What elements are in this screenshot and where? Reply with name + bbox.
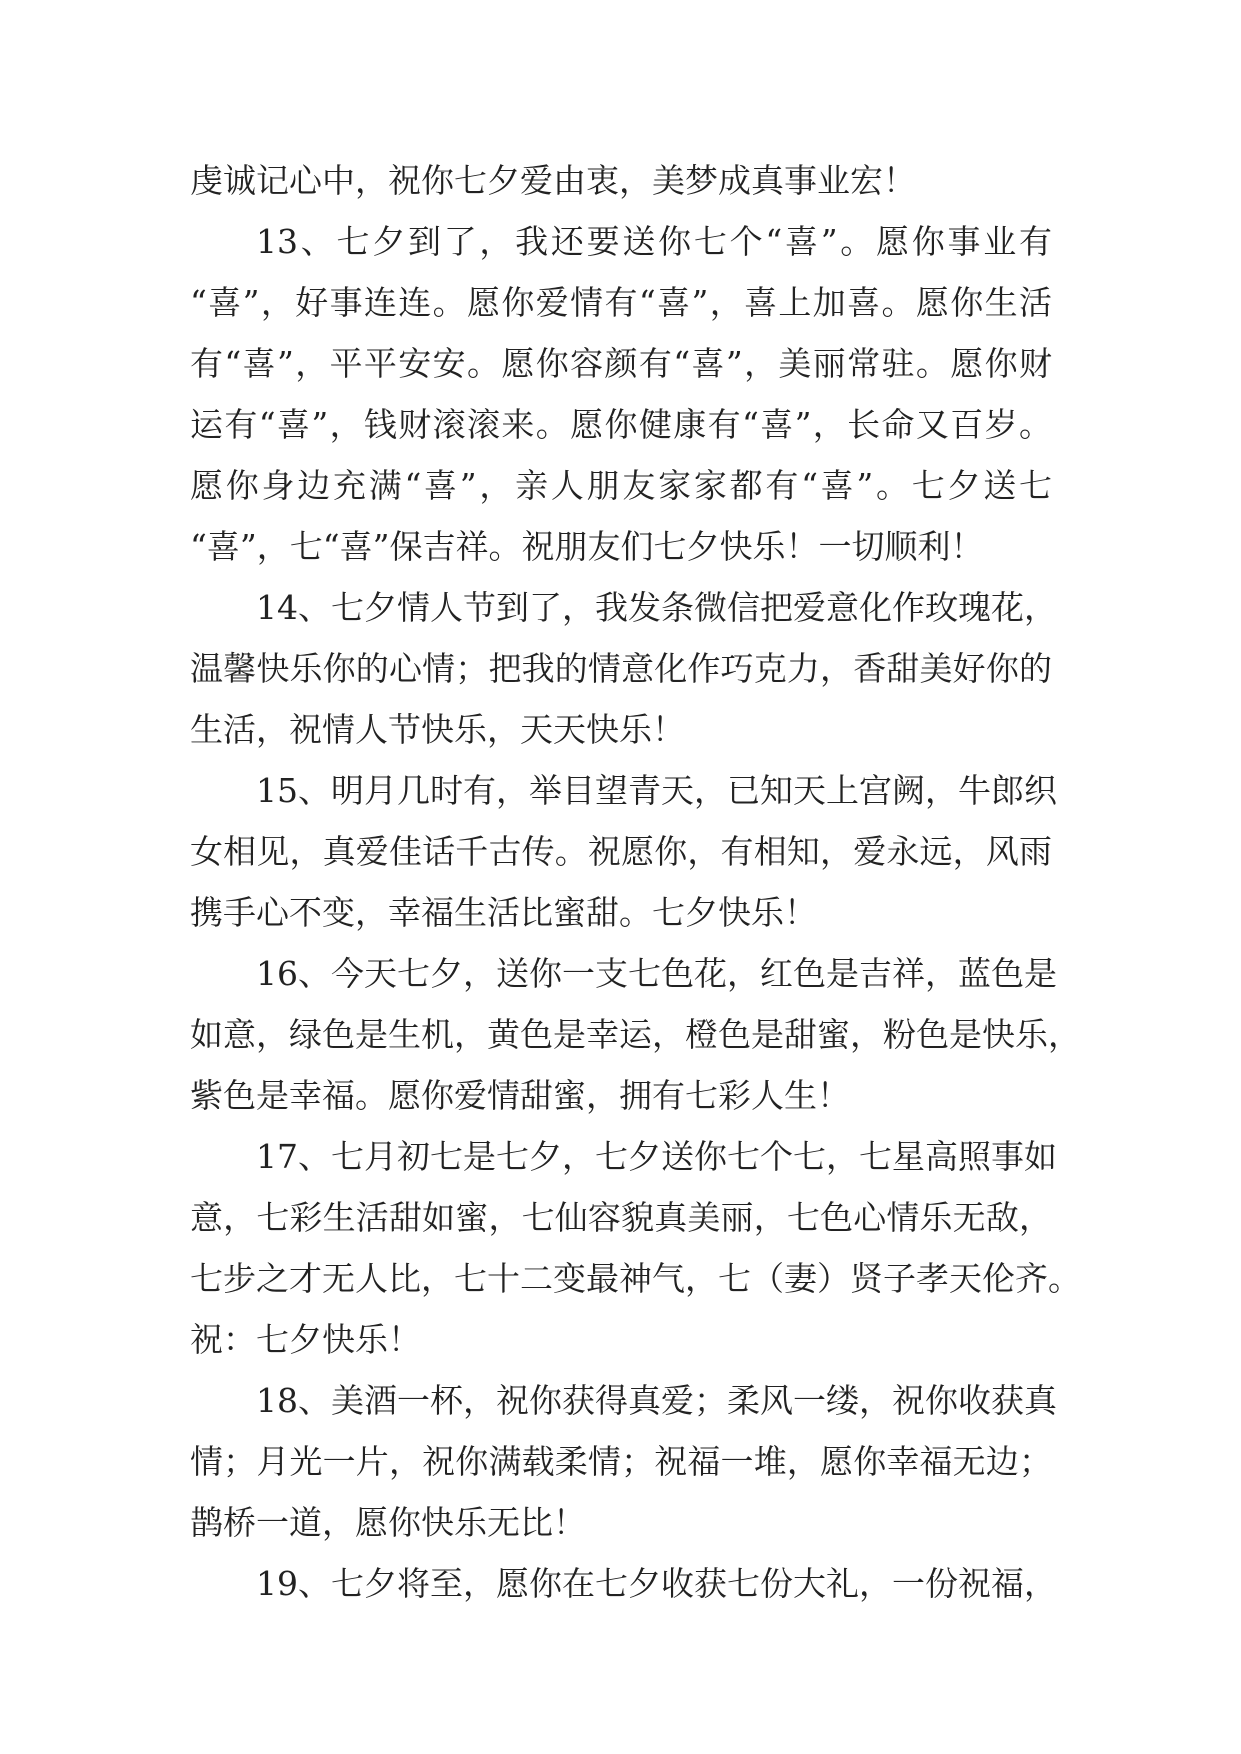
text-line: 愿你身边充满“喜”，亲人朋友家家都有“喜”。七夕送七 bbox=[190, 466, 1052, 505]
text-line: 如意，绿色是生机，黄色是幸运，橙色是甜蜜，粉色是快乐， bbox=[190, 1015, 1081, 1054]
text-line: 意，七彩生活甜如蜜，七仙容貌真美丽，七色心情乐无敌， bbox=[190, 1198, 1052, 1237]
paragraph-13 bbox=[190, 211, 1052, 577]
paragraph-19 bbox=[190, 1553, 1057, 1614]
text-line: 携手心不变，幸福生活比蜜甜。七夕快乐！ bbox=[190, 893, 817, 932]
paragraph-continued bbox=[190, 150, 1052, 211]
text-line: 19、七夕将至，愿你在七夕收获七份大礼，一份祝福， bbox=[256, 1564, 1057, 1603]
text-line: 13、七夕到了，我还要送你七个“喜”。愿你事业有 bbox=[256, 222, 1052, 261]
paragraph-15 bbox=[190, 760, 1057, 943]
text-line: 紫色是幸福。愿你爱情甜蜜，拥有七彩人生！ bbox=[190, 1076, 850, 1115]
text-line: 14、七夕情人节到了，我发条微信把爱意化作玫瑰花， bbox=[256, 588, 1057, 627]
text-line: 温馨快乐你的心情；把我的情意化作巧克力，香甜美好你的 bbox=[190, 649, 1052, 688]
text-line: 17、七月初七是七夕，七夕送你七个七，七星高照事如 bbox=[256, 1137, 1057, 1176]
text-line: 女相见，真爱佳话千古传。祝愿你，有相知，爱永远，风雨 bbox=[190, 832, 1052, 871]
paragraph-16 bbox=[190, 943, 1081, 1126]
text-line: 生活，祝情人节快乐，天天快乐！ bbox=[190, 710, 685, 749]
text-line: 运有“喜”，钱财滚滚来。愿你健康有“喜”，长命又百岁。 bbox=[190, 405, 1052, 444]
text-line: 15、明月几时有，举目望青天，已知天上宫阙，牛郎织 bbox=[256, 771, 1057, 810]
document-body bbox=[190, 150, 1081, 1614]
text-line: 祝：七夕快乐！ bbox=[190, 1320, 421, 1359]
text-line: 虔诚记心中，祝你七夕爱由衷，美梦成真事业宏！ bbox=[190, 161, 916, 200]
text-line: 七步之才无人比，七十二变最神气，七（妻）贤子孝天伦齐。 bbox=[190, 1259, 1081, 1298]
text-line: 有“喜”，平平安安。愿你容颜有“喜”，美丽常驻。愿你财 bbox=[190, 344, 1052, 383]
text-line: “喜”，七“喜”保吉祥。祝朋友们七夕快乐！一切顺利！ bbox=[190, 527, 984, 566]
paragraph-17 bbox=[190, 1126, 1081, 1370]
text-line: 情；月光一片，祝你满载柔情；祝福一堆，愿你幸福无边； bbox=[190, 1442, 1052, 1481]
paragraph-14 bbox=[190, 577, 1057, 760]
paragraph-18 bbox=[190, 1370, 1057, 1553]
text-line: “喜”，好事连连。愿你爱情有“喜”，喜上加喜。愿你生活 bbox=[190, 283, 1052, 322]
text-line: 18、美酒一杯，祝你获得真爱；柔风一缕，祝你收获真 bbox=[256, 1381, 1057, 1420]
text-line: 16、今天七夕，送你一支七色花，红色是吉祥，蓝色是 bbox=[256, 954, 1057, 993]
text-line: 鹊桥一道，愿你快乐无比！ bbox=[190, 1503, 586, 1542]
